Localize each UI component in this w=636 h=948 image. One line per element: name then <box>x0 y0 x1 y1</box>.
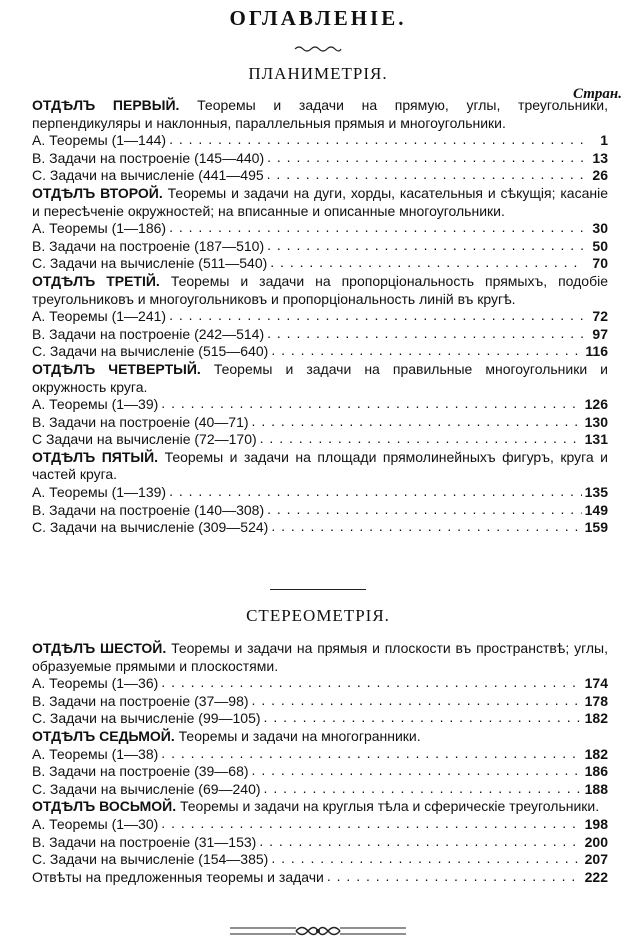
toc-entry <box>32 851 608 869</box>
leader-dots <box>327 868 582 886</box>
leader-dots <box>267 166 583 184</box>
toc-entry <box>32 693 608 711</box>
leader-dots <box>267 501 582 519</box>
page-title: ОГЛАВЛЕНІЕ. <box>229 6 407 30</box>
planimetry-contents <box>32 97 608 537</box>
section-title: ОТДѢЛЪ СЕДЬМОЙ. <box>32 727 175 744</box>
part-divider <box>270 589 366 590</box>
entry-label: В. Задачи на построеніе (39—68) <box>32 763 249 780</box>
leader-dots <box>252 762 582 780</box>
stereometry-contents <box>32 640 608 886</box>
toc-entry <box>32 132 608 150</box>
leader-dots <box>259 833 581 851</box>
section-title: ОТДѢЛЪ ШЕСТОЙ. <box>32 640 167 656</box>
entry-page: 131 <box>584 431 608 448</box>
entry-page: 178 <box>584 692 608 709</box>
section-description: Теоремы и задачи на прямыя и плоскости въ пространствѣ; углы, образуемые прямыми и плоскостями. <box>32 640 608 674</box>
end-ornament <box>226 922 410 940</box>
toc-entry <box>32 781 608 799</box>
entry-label: В. Задачи на построеніе (40—71) <box>32 413 249 430</box>
entry-label: В. Задачи на построеніе (187—510) <box>32 237 265 254</box>
toc-entry <box>32 763 608 781</box>
part-title-planimetry: ПЛАНИМЕТРІЯ. <box>248 64 388 83</box>
leader-dots <box>271 342 582 360</box>
entry-page: 186 <box>584 763 608 780</box>
entry-page: 188 <box>584 780 608 797</box>
toc-entry <box>32 519 608 537</box>
section-heading <box>32 361 608 396</box>
entry-page: 222 <box>584 868 608 885</box>
entry-label: С. Задачи на вычисленіе (69—240) <box>32 780 261 797</box>
leader-dots <box>271 518 581 536</box>
entry-label: В. Задачи на построеніе (31—153) <box>32 833 257 850</box>
entry-page: 135 <box>584 484 608 501</box>
leader-dots <box>169 483 582 501</box>
section-title: ОТДѢЛЪ ВТОРОЙ. <box>32 184 163 201</box>
leader-dots <box>169 219 583 237</box>
leader-dots <box>252 413 582 431</box>
leader-dots <box>270 254 583 272</box>
leader-dots <box>252 692 582 710</box>
section-heading <box>32 449 608 484</box>
leader-dots <box>260 430 582 448</box>
entry-page: 126 <box>584 396 608 413</box>
entry-page: 130 <box>584 413 608 430</box>
entry-page: 26 <box>592 167 608 184</box>
title-swash-ornament <box>293 44 343 54</box>
entry-page: 149 <box>584 501 608 518</box>
leader-dots <box>161 674 581 692</box>
entry-label: А. Теоремы (1—38) <box>32 745 159 762</box>
section-title: ОТДѢЛЪ ПЕРВЫЙ. <box>32 97 180 113</box>
entry-label: С. Задачи на вычисленіе (515—640) <box>32 343 269 360</box>
leader-dots <box>169 131 583 149</box>
toc-entry <box>32 710 608 728</box>
entry-label: В. Задачи на построеніе (140—308) <box>32 501 265 518</box>
toc-entry <box>32 167 608 185</box>
section-title: ОТДѢЛЪ ВОСЬМОЙ. <box>32 798 177 815</box>
leader-dots <box>161 395 581 413</box>
entry-label: В. Задачи на построеніе (242—514) <box>32 325 265 342</box>
entry-page: 72 <box>592 308 608 325</box>
entry-label: С. Задачи на вычисленіе (309—524) <box>32 519 269 536</box>
entry-label: А. Теоремы (1—139) <box>32 484 167 501</box>
section-description: Теоремы и задачи на дуги, хорды, касательныя и сѣкущія; касаніе и пересѣченіе окружностей; на вписанные и описанные многоугольники. <box>32 184 609 219</box>
toc-entry <box>32 816 608 834</box>
toc-entry <box>32 746 608 764</box>
section-description: Теоремы и задачи на круглыя тѣла и сферическіе треугольники. <box>180 798 600 815</box>
section-title: ОТДѢЛЪ ЧЕТВЕРТЫЙ. <box>32 360 201 377</box>
section-heading <box>32 185 608 220</box>
entry-label: Отвѣты на предложенныя теоремы и задачи <box>32 868 324 885</box>
entry-page: 200 <box>584 833 608 850</box>
section-heading <box>32 798 608 816</box>
entry-page: 198 <box>584 815 608 832</box>
section-heading <box>32 97 608 132</box>
toc-entry <box>32 326 608 344</box>
toc-entry <box>32 502 608 520</box>
entry-label: С. Задачи на вычисленіе (99—105) <box>32 710 261 727</box>
section-heading <box>32 273 608 308</box>
toc-entry <box>32 675 608 693</box>
leader-dots <box>267 325 583 343</box>
entry-page: 97 <box>592 325 608 342</box>
entry-page: 50 <box>592 237 608 254</box>
section-description: Теоремы и задачи на площади прямолинейныхъ фигуръ, круга и частей круга. <box>32 448 608 483</box>
entry-label: В. Задачи на построеніе (145—440) <box>32 149 265 166</box>
entry-page: 1 <box>600 132 608 149</box>
part-title-stereometry: СТЕРЕОМЕТРІЯ. <box>246 606 390 625</box>
page-column-header: Стран. <box>573 86 622 102</box>
entry-page: 207 <box>584 851 608 868</box>
entry-page: 174 <box>584 675 608 692</box>
section-heading <box>32 728 608 746</box>
section-title: ОТДѢЛЪ ТРЕТІЙ. <box>32 272 160 289</box>
toc-entry <box>32 414 608 432</box>
leader-dots <box>264 780 582 798</box>
section-description: Теоремы и задачи на многогранники. <box>178 727 421 744</box>
section-description: Теоремы и задачи на прямую, углы, треугольники, перпендикуляры и наклонныя, параллельныя прямыя и многоугольники. <box>32 97 609 131</box>
toc-entry <box>32 220 608 238</box>
toc-entry <box>32 255 608 273</box>
toc-entry-answers <box>32 869 608 887</box>
leader-dots <box>271 850 581 868</box>
entry-page: 13 <box>592 149 608 166</box>
entry-page: 30 <box>592 220 608 237</box>
section-heading <box>32 640 608 675</box>
leader-dots <box>169 307 583 325</box>
leader-dots <box>161 815 581 833</box>
toc-entry <box>32 396 608 414</box>
section-description: Теоремы и задачи на правильные многоугольники и окружность круга. <box>32 360 608 395</box>
entry-label: С Задачи на вычисленіе (72—170) <box>32 431 257 448</box>
section-description: Теоремы и задачи на пропорціональность прямыхъ, подобіе треугольниковъ и многоугольниковъ и пропорціональность линій въ кругѣ. <box>32 272 609 307</box>
entry-label: А. Теоремы (1—36) <box>32 675 159 692</box>
leader-dots <box>267 149 583 167</box>
entry-page: 182 <box>584 745 608 762</box>
leader-dots <box>267 237 583 255</box>
entry-page: 182 <box>584 710 608 727</box>
entry-label: С. Задачи на вычисленіе (441—495 <box>32 167 264 184</box>
entry-label: А. Теоремы (1—241) <box>32 308 167 325</box>
entry-label: А. Теоремы (1—39) <box>32 396 159 413</box>
toc-entry <box>32 343 608 361</box>
entry-page: 159 <box>584 519 608 536</box>
entry-page: 116 <box>585 343 608 360</box>
entry-label: А. Теоремы (1—186) <box>32 220 167 237</box>
entry-label: А. Теоремы (1—30) <box>32 815 159 832</box>
entry-label: В. Задачи на построеніе (37—98) <box>32 692 249 709</box>
toc-entry <box>32 484 608 502</box>
toc-entry <box>32 431 608 449</box>
toc-entry <box>32 308 608 326</box>
entry-label: С. Задачи на вычисленіе (511—540) <box>32 255 268 272</box>
entry-label: С. Задачи на вычисленіе (154—385) <box>32 851 269 868</box>
toc-entry <box>32 238 608 256</box>
section-title: ОТДѢЛЪ ПЯТЫЙ. <box>32 448 159 465</box>
leader-dots <box>264 709 582 727</box>
toc-entry <box>32 150 608 168</box>
toc-entry <box>32 834 608 852</box>
leader-dots <box>161 745 581 763</box>
entry-label: А. Теоремы (1—144) <box>32 132 167 149</box>
entry-page: 70 <box>592 255 608 272</box>
